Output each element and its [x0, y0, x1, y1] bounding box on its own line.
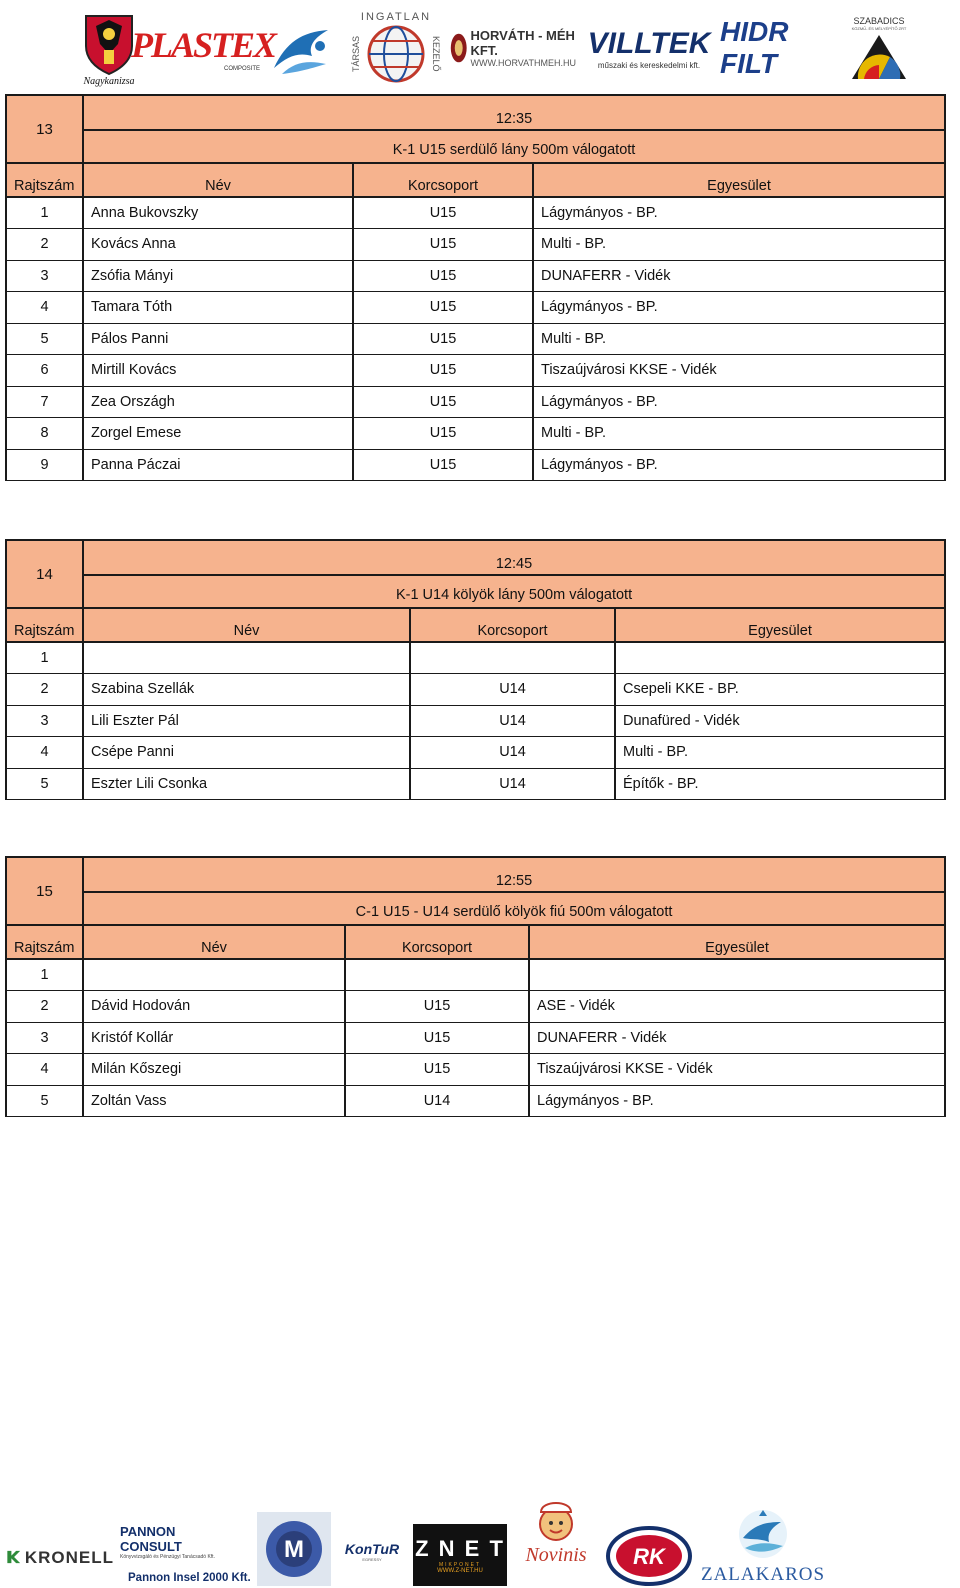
event-table-14	[5, 539, 946, 800]
event-time: 12:45	[83, 540, 945, 575]
cell-category: U14	[345, 1085, 529, 1117]
cell-category	[410, 642, 615, 674]
ingatlan-right-label: KEZELŐ	[431, 36, 441, 72]
cell-name: Panna Páczai	[83, 449, 353, 481]
event-table-15	[5, 856, 946, 1117]
cell-category	[345, 959, 529, 991]
event-title: C-1 U15 - U14 serdülő kölyök fiú 500m válogatott	[83, 892, 945, 925]
cell-club: DUNAFERR - Vidék	[529, 1022, 945, 1054]
table-row	[6, 292, 945, 324]
column-header-row	[6, 608, 945, 642]
cell-club: Dunafüred - Vidék	[615, 705, 945, 737]
horvath-meh-logo	[450, 4, 578, 92]
cell-club: Lágymányos - BP.	[533, 292, 945, 324]
cell-name: Milán Kőszegi	[83, 1054, 345, 1086]
cell-bib: 2	[6, 674, 83, 706]
znet-mid: MIKPONET	[438, 1562, 482, 1568]
event-title-row	[6, 575, 945, 608]
cell-name: Anna Bukovszky	[83, 197, 353, 229]
table-row	[6, 1022, 945, 1054]
cell-category: U15	[353, 292, 533, 324]
header-sponsor-strip	[78, 4, 938, 92]
globe-icon	[365, 23, 427, 85]
cell-category: U15	[353, 260, 533, 292]
cell-category: U15	[345, 1054, 529, 1086]
pannon-insel-label: Pannon Insel 2000 Kft.	[128, 1572, 251, 1584]
cell-category: U15	[353, 418, 533, 450]
pannon-consult-logo	[120, 1478, 240, 1586]
event-title: K-1 U14 kölyök lány 500m válogatott	[83, 575, 945, 608]
rk-emblem-icon	[606, 1526, 692, 1586]
crest-icon	[82, 10, 136, 76]
event-title-row	[6, 892, 945, 925]
cell-bib: 3	[6, 1022, 83, 1054]
event-header-row	[6, 857, 945, 892]
cell-category: U14	[410, 674, 615, 706]
cell-club: Multi - BP.	[533, 323, 945, 355]
col-header-nev: Név	[83, 608, 410, 642]
col-header-korcsoport: Korcsoport	[345, 925, 529, 959]
zalakaros-wave-icon	[733, 1508, 793, 1564]
cell-club: Lágymányos - BP.	[529, 1085, 945, 1117]
event-header-row	[6, 540, 945, 575]
event-time: 12:35	[83, 95, 945, 130]
cell-club: Lágymányos - BP.	[533, 197, 945, 229]
svg-text:M: M	[284, 1536, 304, 1563]
cell-bib: 5	[6, 1085, 83, 1117]
znet-sub: WWW.Z-NET.HU	[437, 1568, 483, 1574]
pannon-consult-label: PANNON CONSULT	[120, 1524, 182, 1554]
szabadics-logo	[848, 4, 910, 92]
cell-category: U15	[353, 197, 533, 229]
villtek-sub: műszaki és kereskedelmi kft.	[597, 60, 701, 70]
ingatlan-left-label: TÁRSAS	[351, 35, 361, 72]
cell-name: Eszter Lili Csonka	[83, 768, 410, 800]
cell-name	[83, 959, 345, 991]
horvath-meh-label: HORVÁTH - MÉH KFT.	[470, 28, 575, 58]
column-header-row	[6, 925, 945, 959]
cell-club	[529, 959, 945, 991]
kronell-logo	[6, 1478, 114, 1586]
m-logo	[256, 1478, 332, 1586]
table-row	[6, 705, 945, 737]
table-row	[6, 449, 945, 481]
table-row	[6, 197, 945, 229]
col-header-egyesulet: Egyesület	[533, 163, 945, 197]
kronell-label: KRONELL	[24, 1548, 114, 1567]
col-header-egyesulet: Egyesület	[529, 925, 945, 959]
cell-category: U15	[353, 386, 533, 418]
event-title-row	[6, 130, 945, 163]
znet-box	[413, 1524, 507, 1586]
event-rows	[6, 959, 945, 1117]
cell-name: Tamara Tóth	[83, 292, 353, 324]
cell-name	[83, 642, 410, 674]
horvath-emblem-icon	[450, 28, 467, 68]
cell-club: Csepeli KKE - BP.	[615, 674, 945, 706]
cell-category: U14	[410, 737, 615, 769]
table-row	[6, 323, 945, 355]
cell-name: Dávid Hodován	[83, 991, 345, 1023]
event-time: 12:55	[83, 857, 945, 892]
event-rows	[6, 197, 945, 481]
svg-text:RK: RK	[633, 1544, 665, 1569]
table-row	[6, 1054, 945, 1086]
cell-category: U15	[345, 1022, 529, 1054]
cell-bib: 5	[6, 768, 83, 800]
novinis-label: Novinis	[525, 1543, 587, 1566]
pannon-consult-sub: Könyvvizsgáló és Pénzügyi Tanácsadó Kft.	[120, 1554, 215, 1560]
cell-name: Mirtill Kovács	[83, 355, 353, 387]
cell-bib: 8	[6, 418, 83, 450]
cell-name: Zorgel Emese	[83, 418, 353, 450]
m-gear-icon	[257, 1512, 331, 1586]
cell-name: Zsófia Mányi	[83, 260, 353, 292]
nagykanizsa-label: Nagykanizsa	[83, 75, 135, 87]
table-row	[6, 959, 945, 991]
column-header-row	[6, 163, 945, 197]
znet-label: Z N E T	[415, 1536, 505, 1561]
table-row	[6, 386, 945, 418]
table-row	[6, 674, 945, 706]
cell-bib: 3	[6, 260, 83, 292]
event-number: 14	[6, 540, 83, 608]
chef-icon	[531, 1498, 581, 1544]
szabadics-sub: KÖZMŰ- ÉS MÉLYÉPÍTŐ ZRT	[851, 25, 907, 31]
kontur-logo	[338, 1478, 406, 1586]
cell-bib: 1	[6, 642, 83, 674]
hidrofilt-logo	[720, 4, 842, 92]
event-rows	[6, 642, 945, 800]
cell-name: Zea Országh	[83, 386, 353, 418]
horvath-meh-sub: WWW.HORVATHMEH.HU	[470, 58, 576, 68]
zalakaros-label: ZALAKAROS	[700, 1564, 826, 1585]
kontur-sub: EGRESSY	[362, 1557, 382, 1562]
table-row	[6, 418, 945, 450]
zalakaros-logo	[700, 1478, 826, 1586]
cell-bib: 4	[6, 292, 83, 324]
cell-bib: 1	[6, 197, 83, 229]
col-header-korcsoport: Korcsoport	[353, 163, 533, 197]
col-header-egyesulet: Egyesület	[615, 608, 945, 642]
cell-bib: 5	[6, 323, 83, 355]
footer-sponsor-strip	[6, 1478, 926, 1586]
table-row	[6, 768, 945, 800]
col-header-rajtszam: Rajtszám	[6, 608, 83, 642]
table-row	[6, 642, 945, 674]
cell-name: Kovács Anna	[83, 229, 353, 261]
col-header-rajtszam: Rajtszám	[6, 163, 83, 197]
event-title: K-1 U15 serdülő lány 500m válogatott	[83, 130, 945, 163]
cell-club: Tiszaújvárosi KKSE - Vidék	[529, 1054, 945, 1086]
cell-bib: 7	[6, 386, 83, 418]
cell-name: Csépe Panni	[83, 737, 410, 769]
cell-club: Lágymányos - BP.	[533, 449, 945, 481]
cell-club	[615, 642, 945, 674]
cell-category: U15	[353, 355, 533, 387]
cell-name: Lili Eszter Pál	[83, 705, 410, 737]
cell-club: ASE - Vidék	[529, 991, 945, 1023]
villtek-label: VILLTEK	[587, 26, 711, 60]
cell-category: U15	[353, 323, 533, 355]
col-header-nev: Név	[83, 163, 353, 197]
wave-icon	[268, 12, 340, 84]
table-row	[6, 260, 945, 292]
col-header-rajtszam: Rajtszám	[6, 925, 83, 959]
cell-club: Multi - BP.	[615, 737, 945, 769]
table-row	[6, 355, 945, 387]
event-table-13	[5, 94, 946, 481]
col-header-nev: Név	[83, 925, 345, 959]
event-number: 15	[6, 857, 83, 925]
cell-club: DUNAFERR - Vidék	[533, 260, 945, 292]
cell-bib: 2	[6, 991, 83, 1023]
cell-name: Zoltán Vass	[83, 1085, 345, 1117]
cell-club: Multi - BP.	[533, 418, 945, 450]
cell-bib: 6	[6, 355, 83, 387]
cell-club: Multi - BP.	[533, 229, 945, 261]
szabadics-icon	[850, 31, 908, 81]
cell-club: Lágymányos - BP.	[533, 386, 945, 418]
cell-name: Kristóf Kollár	[83, 1022, 345, 1054]
cell-category: U15	[345, 991, 529, 1023]
plastex-logo	[130, 4, 276, 92]
novinis-logo	[514, 1478, 598, 1586]
cell-bib: 4	[6, 1054, 83, 1086]
ingatlan-logo	[348, 4, 444, 92]
cell-name: Pálos Panni	[83, 323, 353, 355]
wave-logo	[266, 4, 342, 92]
cell-club: Tiszaújvárosi KKSE - Vidék	[533, 355, 945, 387]
plastex-sub: COMPOSITE	[223, 66, 260, 72]
plastex-label: PLASTEX	[130, 25, 276, 65]
znet-logo	[412, 1478, 508, 1586]
cell-bib: 4	[6, 737, 83, 769]
table-row	[6, 991, 945, 1023]
szabadics-label: SZABADICS	[853, 15, 905, 26]
event-number: 13	[6, 95, 83, 163]
cell-bib: 2	[6, 229, 83, 261]
rk-logo	[604, 1478, 694, 1586]
ingatlan-label: INGATLAN	[360, 11, 432, 23]
villtek-logo	[584, 4, 714, 92]
cell-bib: 3	[6, 705, 83, 737]
cell-bib: 1	[6, 959, 83, 991]
cell-bib: 9	[6, 449, 83, 481]
cell-category: U15	[353, 449, 533, 481]
kontur-label: KonTuR	[344, 1541, 400, 1557]
cell-name: Szabina Szellák	[83, 674, 410, 706]
event-header-row	[6, 95, 945, 130]
table-row	[6, 229, 945, 261]
col-header-korcsoport: Korcsoport	[410, 608, 615, 642]
hidrofilt-label: HIDR FILT	[720, 16, 789, 79]
kronell-k-icon	[6, 1546, 21, 1568]
cell-category: U15	[353, 229, 533, 261]
table-row	[6, 1085, 945, 1117]
table-row	[6, 737, 945, 769]
cell-club: Építők - BP.	[615, 768, 945, 800]
cell-category: U14	[410, 705, 615, 737]
cell-category: U14	[410, 768, 615, 800]
